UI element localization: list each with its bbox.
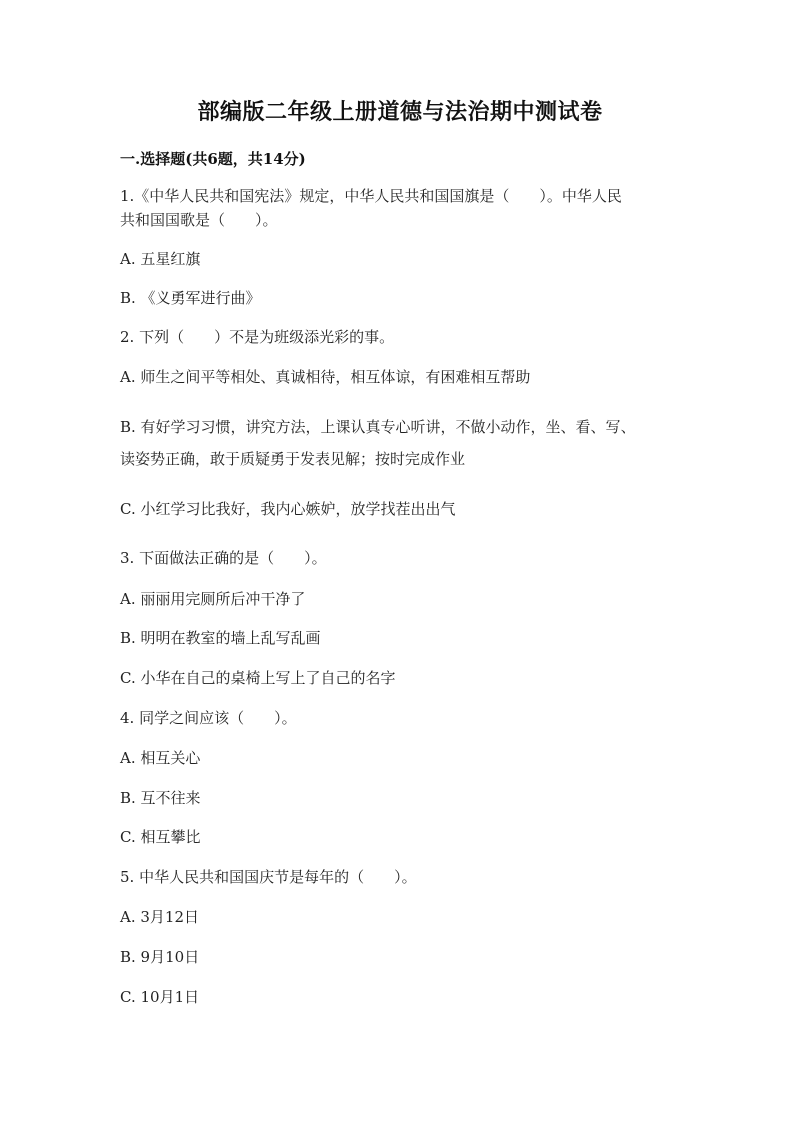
question-2-option-a: A. 师生之间平等相处、真诚相待，相互体谅，有困难相互帮助: [120, 368, 531, 386]
question-1-option-b: B. 《义勇军进行曲》: [120, 289, 261, 307]
question-1-text: 1.《中华人民共和国宪法》规定，中华人民共和国国旗是（ ）。中华人民: [120, 187, 622, 205]
question-3-option-b: B. 明明在教室的墙上乱写乱画: [120, 629, 321, 647]
question-4-option-a: A. 相互关心: [120, 749, 201, 767]
section-heading: 一.选择题(共6题，共14分): [120, 150, 306, 168]
question-4-text: 4. 同学之间应该（ ）。: [120, 709, 297, 727]
question-2-option-c: C. 小红学习比我好，我内心嫉妒，放学找茬出出气: [120, 500, 456, 518]
question-4-option-b: B. 互不往来: [120, 789, 201, 807]
question-3-option-a: A. 丽丽用完厕所后冲干净了: [120, 590, 306, 608]
question-5-option-a: A. 3月12日: [120, 908, 199, 926]
question-3-option-c: C. 小华在自己的桌椅上写上了自己的名字: [120, 669, 396, 687]
question-1-text-continued: 共和国国歌是（ ）。: [120, 211, 278, 229]
exam-title: 部编版二年级上册道德与法治期中测试卷: [197, 99, 603, 125]
question-5-option-b: B. 9月10日: [120, 948, 200, 966]
question-4-option-c: C. 相互攀比: [120, 828, 201, 846]
question-5-text: 5. 中华人民共和国国庆节是每年的（ ）。: [120, 868, 417, 886]
question-2-text: 2. 下列（ ）不是为班级添光彩的事。: [120, 328, 395, 346]
question-2-option-b-continued: 读姿势正确，敢于质疑勇于发表见解；按时完成作业: [120, 450, 466, 468]
question-1-option-a: A. 五星红旗: [120, 250, 201, 268]
question-3-text: 3. 下面做法正确的是（ ）。: [120, 549, 327, 567]
question-5-option-c: C. 10月1日: [120, 988, 200, 1006]
question-2-option-b: B. 有好学习习惯，讲究方法，上课认真专心听讲，不做小动作，坐、看、写、: [120, 418, 636, 436]
